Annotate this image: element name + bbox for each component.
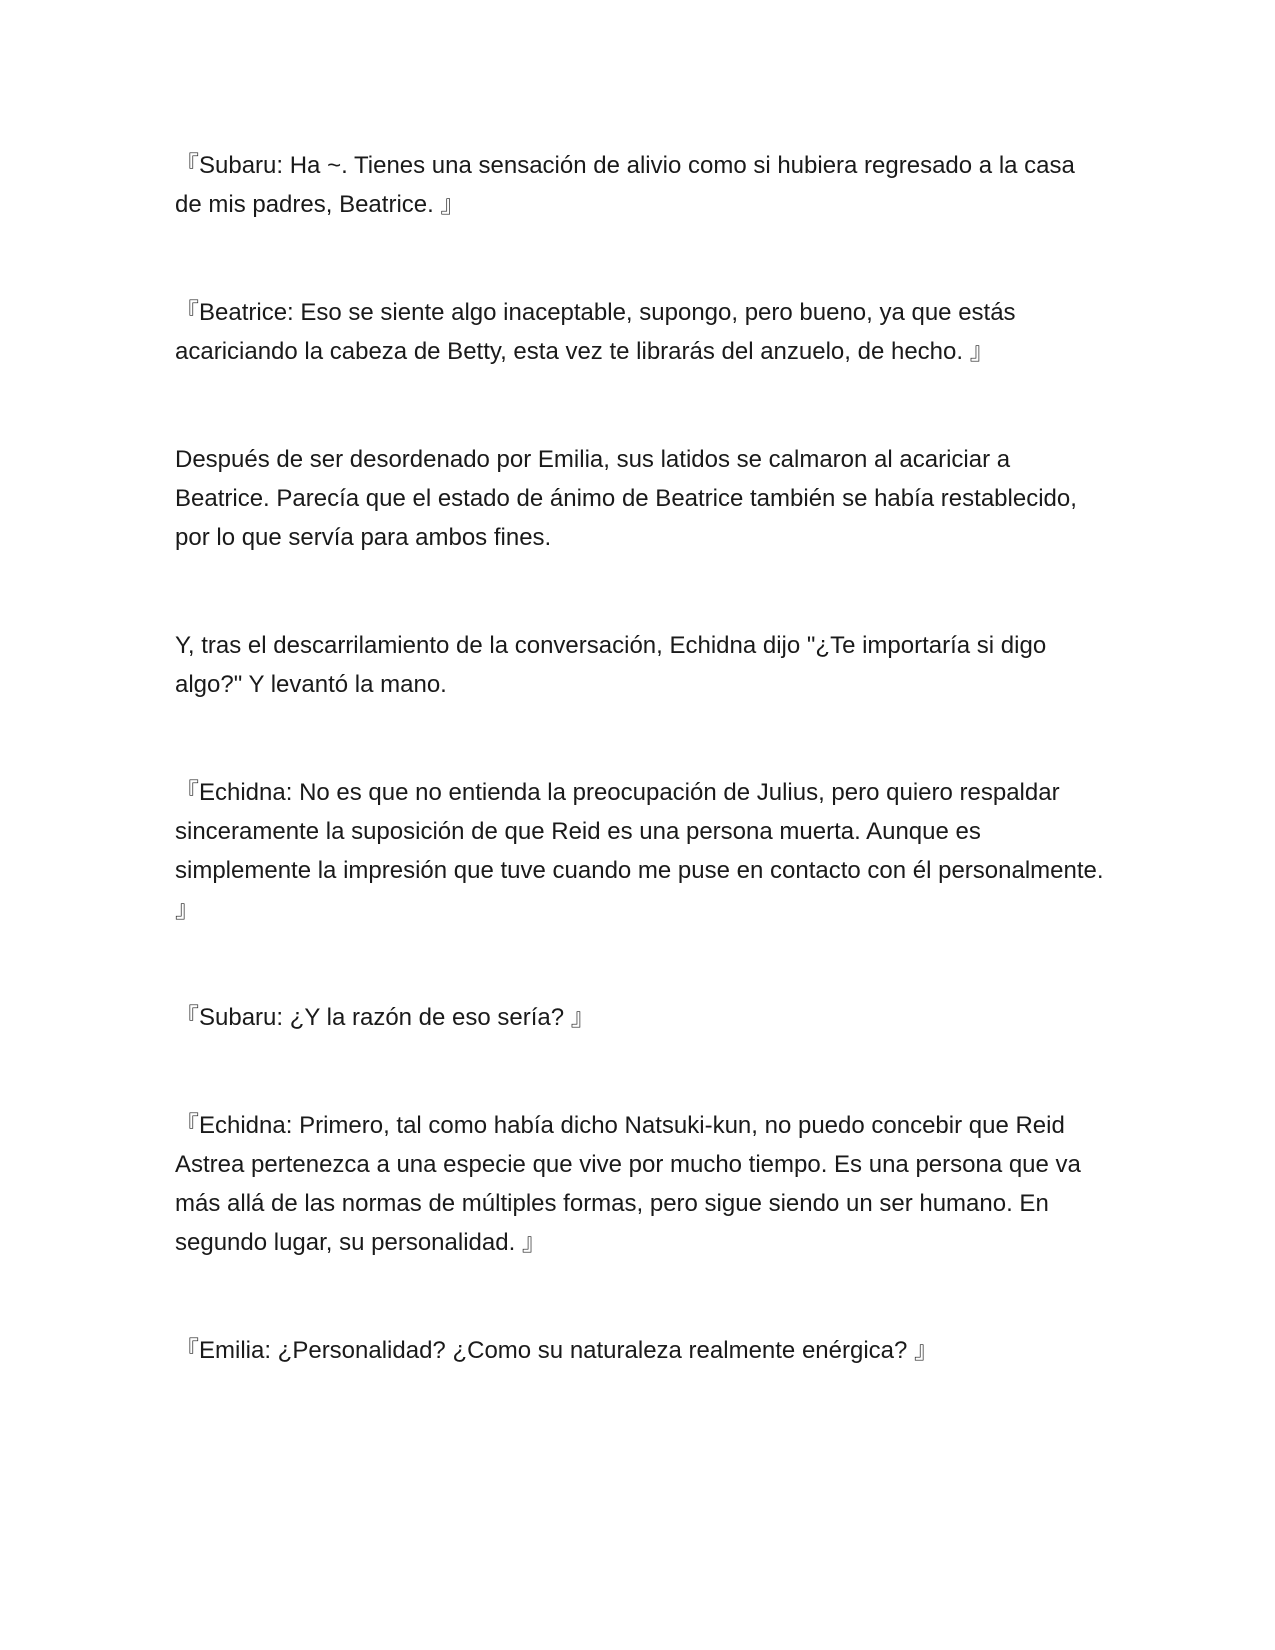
- dialog-paragraph-echidna-2: [175, 1106, 1105, 1262]
- dialog-paragraph-subaru-1: [175, 146, 1105, 224]
- dialog-paragraph-beatrice: [175, 293, 1105, 371]
- paragraph-text: Y, tras el descarrilamiento de la conversación, Echidna dijo "¿Te importaría si digo algo?" Y levantó la mano.: [175, 632, 1047, 698]
- dialog-paragraph-emilia: [175, 1331, 1105, 1370]
- paragraph-text: 『Emilia: ¿Personalidad? ¿Como su naturaleza realmente enérgica? 』: [175, 1337, 939, 1364]
- paragraph-text: 『Echidna: No es que no entienda la preocupación de Julius, pero quiero respaldar sinceramente la suposición de que Reid es una persona muerta. Aunque es simplemente la impresión que tuve cuando me puse en contacto con él personalmente. 』: [175, 779, 1104, 923]
- paragraph-text: 『Subaru: ¿Y la razón de eso sería? 』: [175, 1004, 595, 1031]
- narration-paragraph-2: [175, 626, 1105, 704]
- dialog-paragraph-echidna-1: [175, 773, 1105, 929]
- paragraph-text: 『Beatrice: Eso se siente algo inaceptable, supongo, pero bueno, ya que estás acariciando la cabeza de Betty, esta vez te librarás del anzuelo, de hecho. 』: [175, 299, 1016, 365]
- narration-paragraph-1: [175, 440, 1105, 557]
- dialog-paragraph-subaru-2: [175, 998, 1105, 1037]
- paragraph-text: 『Subaru: Ha ~. Tienes una sensación de alivio como si hubiera regresado a la casa de mis padres, Beatrice. 』: [175, 152, 1075, 218]
- paragraph-text: 『Echidna: Primero, tal como había dicho Natsuki-kun, no puedo concebir que Reid Astrea pertenezca a una especie que vive por mucho tiempo. Es una persona que va más allá de las normas de múltiples formas, pero sigue siendo un ser humano. En segundo lugar, su personalidad. 』: [175, 1112, 1081, 1256]
- paragraph-text: Después de ser desordenado por Emilia, sus latidos se calmaron al acariciar a Beatrice. Parecía que el estado de ánimo de Beatrice también se había restablecido, por lo que servía para ambos fines.: [175, 446, 1077, 551]
